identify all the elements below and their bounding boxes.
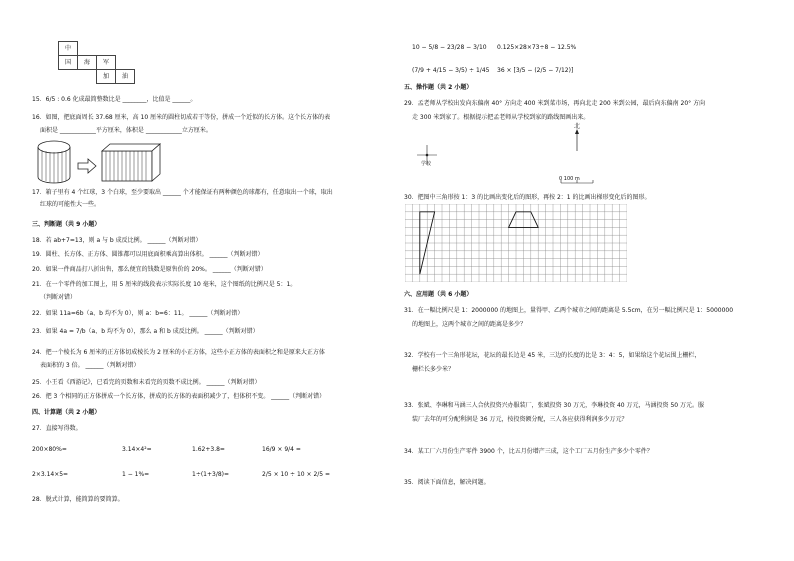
calc-item: 2/5 × 10 ÷ 10 × 2/5 = <box>262 471 331 478</box>
question-29-line1: 29．孟老师从学校出发向东偏南 40° 方向走 400 米到菜市场，再向北走 200 米到公园，最后向东偏南 20° 方向 <box>404 100 706 107</box>
question-32-line2: 栅栏长多少米？ <box>412 366 455 373</box>
cylinder-to-cuboid-figure <box>34 139 184 185</box>
section-judgement-title: 三、判断题（共 9 小题） <box>32 221 101 228</box>
question-20: 20．如果一件商品打八折出售，那么便宜的钱数是原售价的 20%。 ______（判断对错） <box>32 266 267 273</box>
net-cell: 军 <box>96 55 116 70</box>
calc-item: 1 − 1%= <box>122 471 150 478</box>
calc-item: 1÷(1+3/8)= <box>192 471 230 478</box>
question-29-line2: 走 300 米到家了。根据提示把孟老师从学校到家的路线图画出来。 <box>412 114 590 121</box>
question-18: 18．若 ab+7=13，则 a 与 b 成反比例。 ______（判断对错） <box>32 237 202 244</box>
question-25: 25．小王看《西游记》，已看完的页数和未看完的页数不成比例。 ______（判断对错） <box>32 379 261 386</box>
question-16-line1: 16．如图，把底面周长 37.68 厘米，高 10 厘米的圆柱切成若干等份，拼成一个近似的长方体。这个长方体的表 <box>32 114 331 121</box>
calc-item: 3.14×4²= <box>122 446 152 453</box>
question-19: 19．圆柱、长方体、正方体、圆锥都可以用底面积乘高算出体积。 ______（判断对错） <box>32 251 264 258</box>
net-cell: 油 <box>115 69 135 84</box>
question-33-line2: 装厂去年的可分配利润是 36 万元，按投资额分配，三人各应获得利润多少万元？ <box>412 416 628 423</box>
question-17-line1: 17．箱子里有 4 个红球，3 个白球，至少要取出 ______ 个才能保证有两种颜色的球都有，任意取出一个球，取出 <box>32 189 333 196</box>
question-24-line2: 表面积的 3 倍。 ______（判断对错） <box>40 362 140 369</box>
question-35: 35．阅读下面信息，解决问题。 <box>404 479 490 486</box>
north-label: 北 <box>574 123 581 130</box>
question-31-line2: 的地图上，这两个城市之间的距离是多少？ <box>412 321 527 328</box>
right-column <box>397 0 794 561</box>
calc-item: 2×3.14×5= <box>32 471 69 478</box>
question-16-line2: 面积是 ____________平方厘米，体积是 ____________立方厘米。 <box>40 127 212 134</box>
expression-1: 10 − 5/8 − 23/28 − 3/10 <box>412 44 487 51</box>
net-cell: 加 <box>96 69 116 84</box>
question-22: 22．如果 11a=6b（a、b 均不为 0），则 a：b=6：11。 ______（判断对错） <box>32 310 244 317</box>
question-27: 27．直接写得数。 <box>32 425 82 432</box>
question-21-line1: 21．在一个零件的加工图上，用 5 厘米的线段表示实际长度 10 毫米，这个图纸的比例尺是 5：1。 <box>32 281 297 288</box>
calc-item: 16/9 × 9/4 = <box>262 446 301 453</box>
expression-2: 0.125×28×73÷8 − 12.5% <box>497 44 577 51</box>
question-21-line2: （判断对错） <box>40 294 77 301</box>
question-31-line1: 31．在一幅比例尺是 1：2000000 的地图上，量得甲、乙两个城市之间的距离是 5.5cm，在另一幅比例尺是 1：5000000 <box>404 307 734 314</box>
scale-bar-label: 0 100 m <box>559 176 580 182</box>
question-28: 28．脱式计算，能简算的要简算。 <box>32 496 124 503</box>
question-33-line1: 33．张斌、李琳和马涵三人合伙投资兴办服装厂，张斌投资 30 万元，李琳投资 40 万元，马涵投资 50 万元。服 <box>404 402 704 409</box>
question-15: 15．6/5 : 0.6 化成最简整数比是 ________，比值是 ______。 <box>32 96 197 103</box>
net-cell: 中 <box>58 41 78 56</box>
section-application-title: 六、应用题（共 6 小题） <box>404 291 473 298</box>
net-cell: 国 <box>58 55 78 70</box>
question-17-line2: 红球的可能性大一些。 <box>40 201 101 208</box>
calc-item: 200×80%= <box>32 446 67 453</box>
shape-grid <box>405 204 627 282</box>
section-calculation-title: 四、计算题（共 2 小题） <box>32 409 101 416</box>
expression-3: (7/9 + 4/15 − 3/5) ÷ 1/45 <box>412 67 490 74</box>
question-32-line1: 32．学校有一个三角形花坛，花坛的最长边是 45 米，三边的长度的比是 3：4：5，如果给这个花坛围上栅栏， <box>404 352 701 359</box>
section-operation-title: 五、操作题（共 2 小题） <box>404 84 473 91</box>
net-cell: 海 <box>77 55 97 70</box>
expression-4: 36 × [3/5 − (2/5 − 7/12)] <box>497 67 574 74</box>
question-23: 23．如果 4a = 7/b（a、b 均不为 0），那么 a 和 b 成反比例。 ______（判断对错） <box>32 328 259 335</box>
calc-item: 1.62+3.8= <box>192 446 225 453</box>
question-26: 26．把 3 个相同的正方体拼成一个长方体，拼成的长方体的表面积减少了，但体积不变。 ______（判断对错） <box>32 393 326 400</box>
question-30: 30．把图中三角形按 1：3 的比画出变化后的图形，再按 2：1 的比画出梯形变化后的图形。 <box>404 194 651 201</box>
question-34: 34．某工厂六月份生产零件 3900 个，比五月份增产三成，这个工厂五月份生产多少个零件？ <box>404 448 653 455</box>
school-label: 学校 <box>421 161 432 167</box>
question-24-line1: 24．把一个棱长为 6 厘米的正方体切成棱长为 2 厘米的小正方体，这些小正方体的表面积之和是原来大正方体 <box>32 349 325 356</box>
